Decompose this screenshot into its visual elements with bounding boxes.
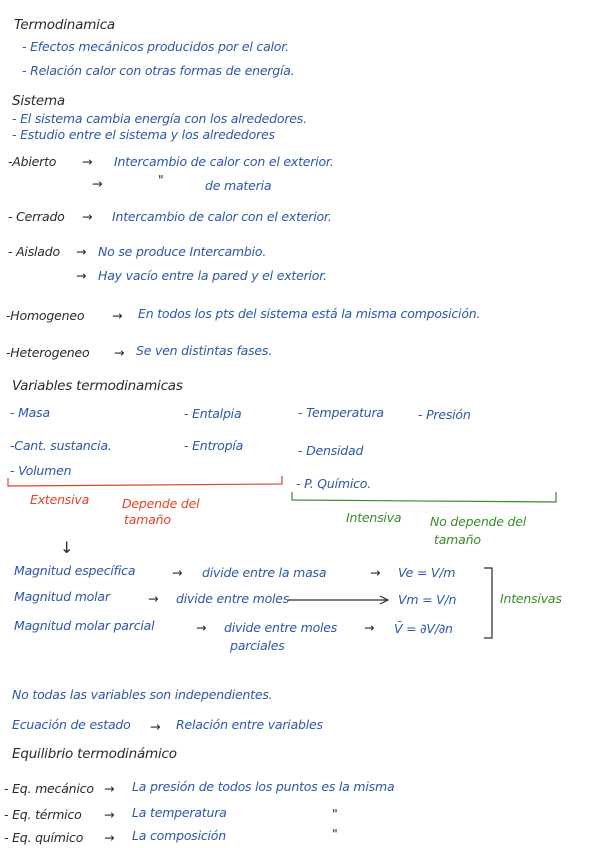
ditto-mark: "	[332, 806, 338, 821]
intensiva-desc-2: tamaño	[434, 532, 481, 547]
arrow-icon: →	[104, 781, 115, 796]
var-temperatura: - Temperatura	[298, 405, 384, 420]
arrow-icon: →	[76, 244, 87, 259]
var-presion: - Presión	[418, 407, 471, 422]
intensiva-underline	[292, 492, 556, 502]
var-entalpia: - Entalpia	[184, 406, 242, 421]
magnitud-molar-parcial-desc-2: parciales	[230, 638, 285, 653]
arrow-icon: →	[172, 565, 183, 580]
formula-molar: Vm = V/n	[398, 592, 457, 607]
arrow-icon: →	[114, 345, 125, 360]
heterogeneo-desc: Se ven distintas fases.	[136, 343, 272, 358]
aislado-desc-1: No se produce Intercambio.	[98, 244, 267, 259]
heading-variables: Variables termodinamicas	[12, 378, 183, 394]
arrow-icon: →	[112, 308, 123, 323]
eq-quimico-desc: La composición	[132, 828, 226, 843]
eq-mecanico-desc: La presión de todos los puntos es la misma	[132, 779, 395, 794]
eq-termico: - Eq. térmico	[4, 807, 82, 822]
arrow-icon: →	[196, 620, 207, 635]
sistema-abierto: -Abierto	[8, 154, 57, 169]
long-arrow-molar	[288, 596, 388, 604]
intensivas-bracket	[484, 568, 492, 638]
cerrado-desc-1: Intercambio de calor con el exterior.	[112, 209, 332, 224]
sistema-aislado: - Aislado	[8, 244, 60, 259]
var-volumen: - Volumen	[10, 463, 72, 478]
final-line-1: No todas las variables son independientes.	[12, 687, 273, 702]
var-entropia: - Entropía	[184, 438, 244, 453]
aislado-desc-2: Hay vacío entre la pared y el exterior.	[98, 268, 327, 283]
heading-equilibrio: Equilibrio termodinámico	[12, 746, 177, 762]
arrow-icon: →	[148, 591, 159, 606]
label-intensiva: Intensiva	[346, 510, 402, 525]
magnitud-molar-parcial: Magnitud molar parcial	[14, 618, 155, 633]
var-densidad: - Densidad	[298, 443, 364, 458]
extensiva-desc-1: Depende del	[122, 496, 200, 511]
arrow-icon: →	[104, 807, 115, 822]
ecuacion-estado-desc: Relación entre variables	[176, 717, 323, 732]
magnitud-molar-parcial-desc: divide entre moles	[224, 620, 338, 635]
var-p-quimico: - P. Químico.	[296, 476, 372, 491]
magnitud-molar: Magnitud molar	[14, 589, 110, 604]
termo-line-1: - Efectos mecánicos producidos por el calor.	[22, 39, 289, 54]
arrow-icon: →	[82, 154, 93, 169]
extensiva-desc-2: tamaño	[124, 512, 171, 527]
ditto-mark: "	[332, 826, 338, 841]
arrow-icon: →	[150, 719, 161, 734]
formula-molar-parcial: V̄ = ∂V/∂n	[394, 621, 453, 636]
heading-termodinamica: Termodinamica	[14, 17, 115, 33]
magnitud-especifica-desc: divide entre la masa	[202, 565, 327, 580]
homogeneo-desc: En todos los pts del sistema está la misma composición.	[138, 306, 481, 321]
eq-quimico: - Eq. químico	[4, 830, 84, 845]
arrow-icon: →	[92, 176, 103, 191]
abierto-desc-1: Intercambio de calor con el exterior.	[114, 154, 334, 169]
termo-line-2: - Relación calor con otras formas de energía.	[22, 63, 295, 78]
label-intensivas: Intensivas	[500, 591, 562, 606]
magnitud-especifica: Magnitud específica	[14, 563, 136, 578]
magnitud-molar-desc: divide entre moles	[176, 591, 290, 606]
sistema-heterogeneo: -Heterogeneo	[6, 345, 90, 360]
abierto-desc-2: de materia	[205, 178, 272, 193]
formula-especifica: Ve = V/m	[398, 565, 456, 580]
arrow-icon: →	[104, 830, 115, 845]
ditto-mark: "	[158, 172, 164, 187]
arrow-icon: →	[364, 620, 375, 635]
arrow-icon: →	[82, 209, 93, 224]
arrow-icon: →	[370, 565, 381, 580]
extensiva-underline	[8, 476, 282, 486]
down-arrow-icon: ↓	[60, 538, 74, 557]
sistema-line-1: - El sistema cambia energía con los alrededores.	[12, 111, 307, 126]
intensiva-desc-1: No depende del	[430, 514, 527, 529]
var-cant-sustancia: -Cant. sustancia.	[10, 438, 112, 453]
sistema-homogeneo: -Homogeneo	[6, 308, 85, 323]
label-extensiva: Extensiva	[30, 492, 90, 507]
sistema-line-2: - Estudio entre el sistema y los alrededores	[12, 127, 275, 142]
sistema-cerrado: - Cerrado	[8, 209, 65, 224]
eq-termico-desc: La temperatura	[132, 805, 227, 820]
arrow-icon: →	[76, 268, 87, 283]
eq-mecanico: - Eq. mecánico	[4, 781, 94, 796]
var-masa: - Masa	[10, 405, 50, 420]
heading-sistema: Sistema	[12, 93, 65, 109]
ecuacion-estado: Ecuación de estado	[12, 717, 131, 732]
